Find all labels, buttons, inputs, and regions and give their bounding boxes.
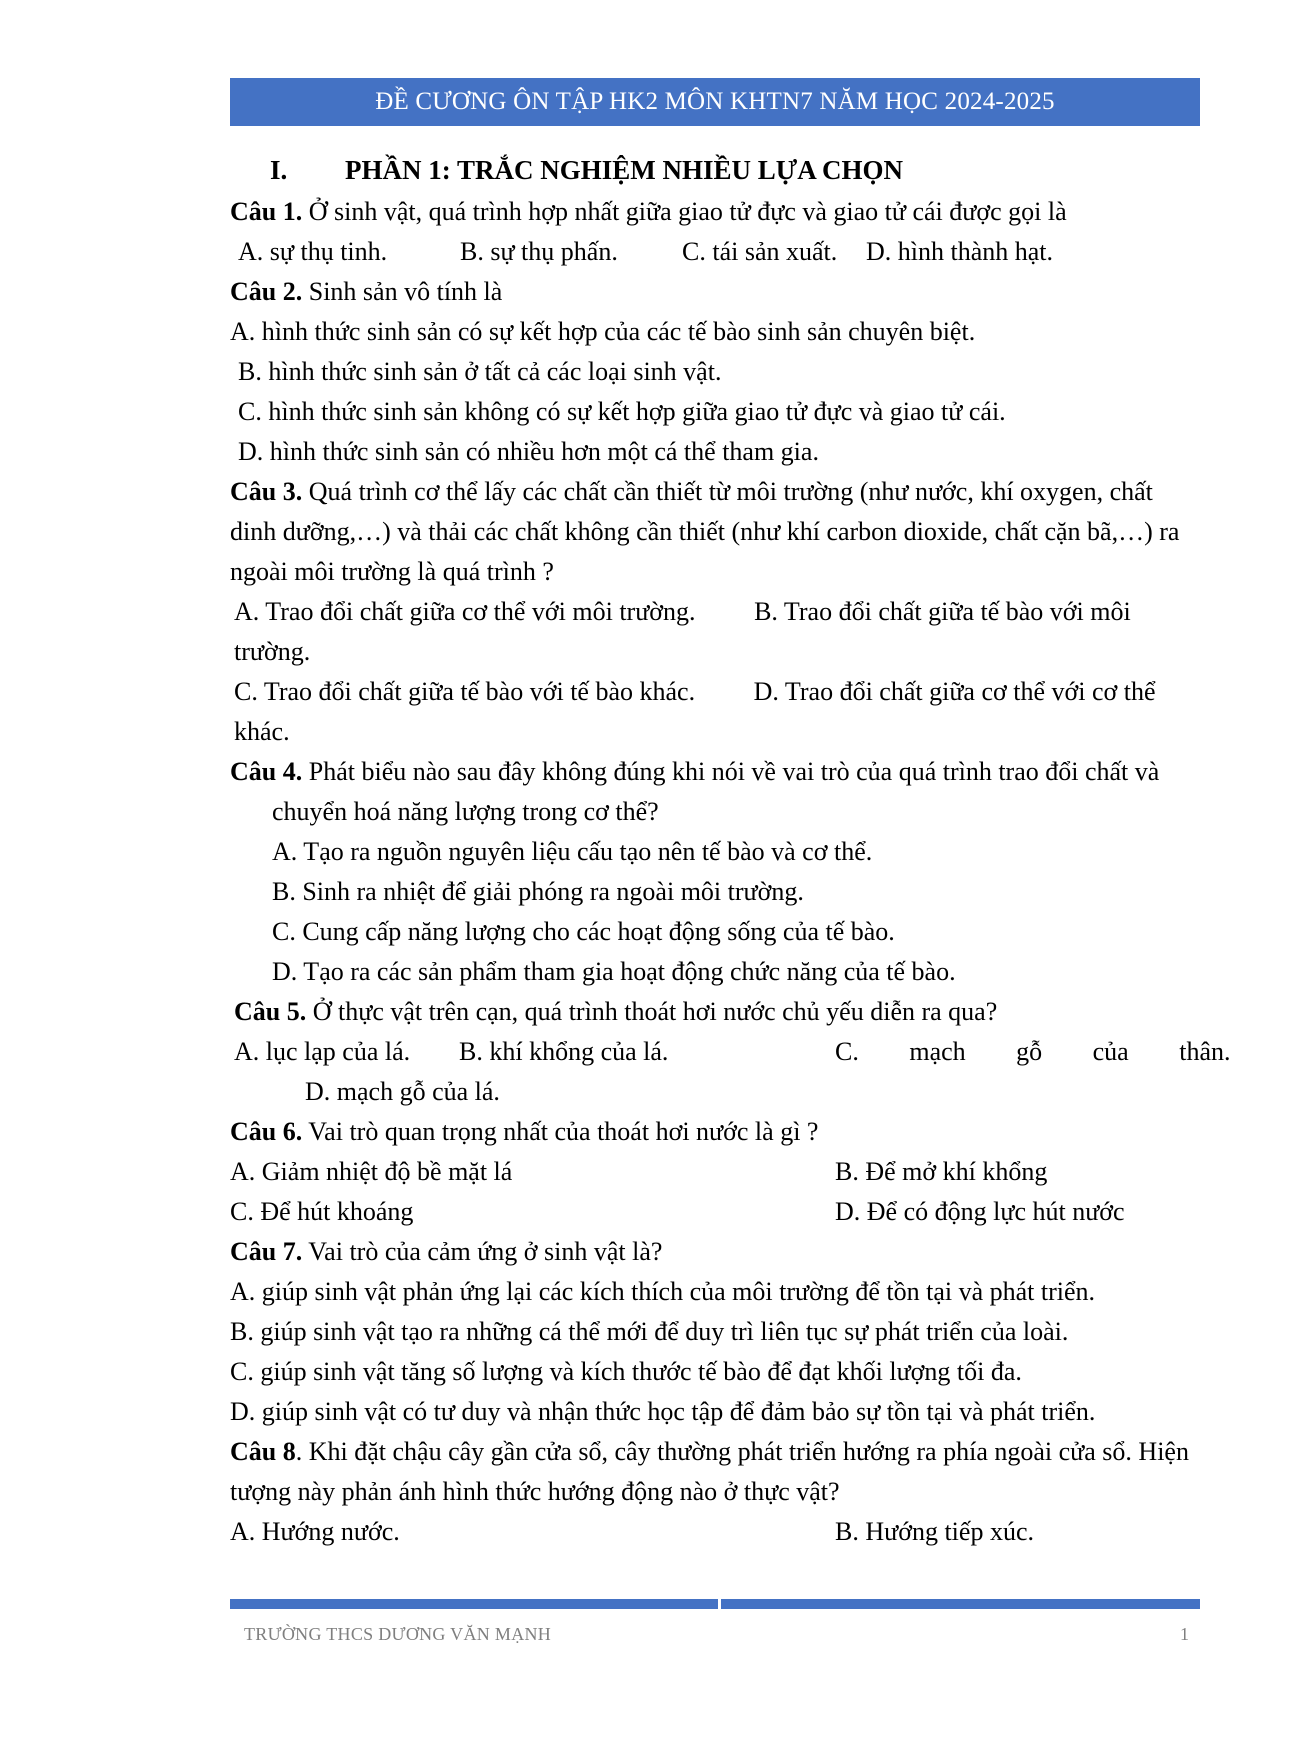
question-text: Sinh sản vô tính là	[302, 277, 503, 306]
question-6	[230, 1112, 1202, 1152]
option-b: B. Sinh ra nhiệt để giải phóng ra ngoài môi trường.	[272, 877, 804, 906]
section-heading	[230, 148, 1202, 192]
section-number: I.	[270, 155, 288, 185]
question-8-options	[230, 1512, 1202, 1552]
footer-divider-gap	[718, 1599, 721, 1609]
question-text: Vai trò của cảm ứng ở sinh vật là?	[302, 1237, 663, 1266]
option-b: B. Để mở khí khổng	[835, 1157, 1048, 1186]
option-a: A. Tạo ra nguồn nguyên liệu cấu tạo nên tế bào và cơ thể.	[272, 837, 873, 866]
option-c: C. Để hút khoáng	[230, 1197, 414, 1226]
option-b: B. Trao đổi chất giữa tế bào với môi trường.	[234, 597, 1131, 666]
question-5	[230, 992, 1202, 1032]
footer-school-name: TRƯỜNG THCS DƯƠNG VĂN MẠNH	[244, 1624, 552, 1644]
option-d: D. Trao đổi chất giữa cơ thể với cơ thể khác.	[234, 677, 1156, 746]
option-c: C. hình thức sinh sản không có sự kết hợp giữa giao tử đực và giao tử cái.	[238, 397, 1006, 426]
question-8	[230, 1432, 1192, 1512]
question-4	[230, 752, 1234, 832]
question-label: Câu 2.	[230, 277, 303, 306]
option-c: C. Cung cấp năng lượng cho các hoạt động sống của tế bào.	[272, 917, 895, 946]
section-title: PHẦN 1: TRẮC NGHIỆM NHIỀU LỰA CHỌN	[345, 155, 904, 185]
option-a: A. hình thức sinh sản có sự kết hợp của các tế bào sinh sản chuyên biệt.	[230, 317, 976, 346]
option-b: B. khí khổng của lá.	[459, 1037, 669, 1066]
option-d: D. hình thức sinh sản có nhiều hơn một cá thể tham gia.	[238, 437, 819, 466]
option-b: B. sự thụ phấn.	[460, 237, 618, 266]
question-3	[230, 472, 1192, 592]
question-text: Ở thực vật trên cạn, quá trình thoát hơi nước chủ yếu diễn ra qua?	[306, 997, 998, 1026]
question-text: Quá trình cơ thể lấy các chất cần thiết từ môi trường (như nước, khí oxygen, chất dinh dưỡng,…) và thải các chất không cần thiết (như khí carbon dioxide, chất cặn bã,…) ra ngoài môi trường là quá trình ?	[230, 477, 1180, 586]
question-text: Vai trò quan trọng nhất của thoát hơi nước là gì ?	[302, 1117, 819, 1146]
question-text: Phát biểu nào sau đây không đúng khi nói về vai trò của quá trình trao đổi chất và chuyển hoá năng lượng trong cơ thể?	[272, 757, 1160, 826]
question-label: Câu 5.	[234, 997, 307, 1026]
option-c: C. giúp sinh vật tăng số lượng và kích thước tế bào để đạt khối lượng tối đa.	[230, 1357, 1022, 1386]
question-label: Câu 3.	[230, 477, 303, 506]
option-b: B. giúp sinh vật tạo ra những cá thể mới để duy trì liên tục sự phát triển của loài.	[230, 1317, 1069, 1346]
page-number: 1	[1180, 1624, 1189, 1644]
question-label: Câu 4.	[230, 757, 303, 786]
question-label: Câu 1.	[230, 197, 303, 226]
option-d: D. hình thành hạt.	[866, 237, 1054, 266]
question-label: Câu 7.	[230, 1237, 303, 1266]
question-2	[230, 272, 1202, 312]
option-a: A. giúp sinh vật phản ứng lại các kích thích của môi trường để tồn tại và phát triển.	[230, 1277, 1096, 1306]
question-3-options-cd	[230, 672, 1188, 752]
question-5-options-row1	[230, 1032, 1231, 1072]
question-7	[230, 1232, 1202, 1272]
option-c: C. mạch gỗ của thân.	[835, 1037, 1231, 1066]
option-d: D. Để có động lực hút nước	[835, 1197, 1125, 1226]
document-title: ĐỀ CƯƠNG ÔN TẬP HK2 MÔN KHTN7 NĂM HỌC 2024-2025	[375, 88, 1055, 115]
option-a: A. Hướng nước.	[230, 1517, 400, 1546]
option-b: B. hình thức sinh sản ở tất cả các loại sinh vật.	[238, 357, 722, 386]
question-1-options	[230, 232, 1202, 272]
question-6-options-row2	[230, 1192, 1202, 1232]
option-a: A. sự thụ tinh.	[238, 237, 388, 266]
question-1	[230, 192, 1202, 232]
document-body	[230, 148, 1231, 1552]
question-text: Ở sinh vật, quá trình hợp nhất giữa giao tử đực và giao tử cái được gọi là	[302, 197, 1067, 226]
question-label: Câu 6.	[230, 1117, 303, 1146]
footer-divider	[230, 1599, 1200, 1609]
option-c: C. Trao đổi chất giữa tế bào với tế bào khác.	[234, 677, 696, 706]
document-header-bar	[230, 78, 1200, 126]
question-text: . Khi đặt chậu cây gần cửa sổ, cây thường phát triển hướng ra phía ngoài cửa sổ. Hiện tượng này phản ánh hình thức hướng động nào ở thực vật?	[230, 1437, 1189, 1506]
option-a: A. Trao đổi chất giữa cơ thể với môi trường.	[234, 597, 696, 626]
question-label: Câu 8	[230, 1437, 296, 1466]
option-d: D. giúp sinh vật có tư duy và nhận thức học tập để đảm bảo sự tồn tại và phát triển.	[230, 1397, 1096, 1426]
option-a: A. Giảm nhiệt độ bề mặt lá	[230, 1157, 513, 1186]
question-6-options-row1	[230, 1152, 1202, 1192]
question-3-options-ab	[230, 592, 1188, 672]
option-a: A. lục lạp của lá.	[234, 1037, 411, 1066]
option-d: D. Tạo ra các sản phẩm tham gia hoạt động chức năng của tế bào.	[272, 957, 956, 986]
option-c: C. tái sản xuất.	[682, 237, 838, 266]
option-d: D. mạch gỗ của lá.	[305, 1077, 500, 1106]
option-b: B. Hướng tiếp xúc.	[835, 1517, 1034, 1546]
